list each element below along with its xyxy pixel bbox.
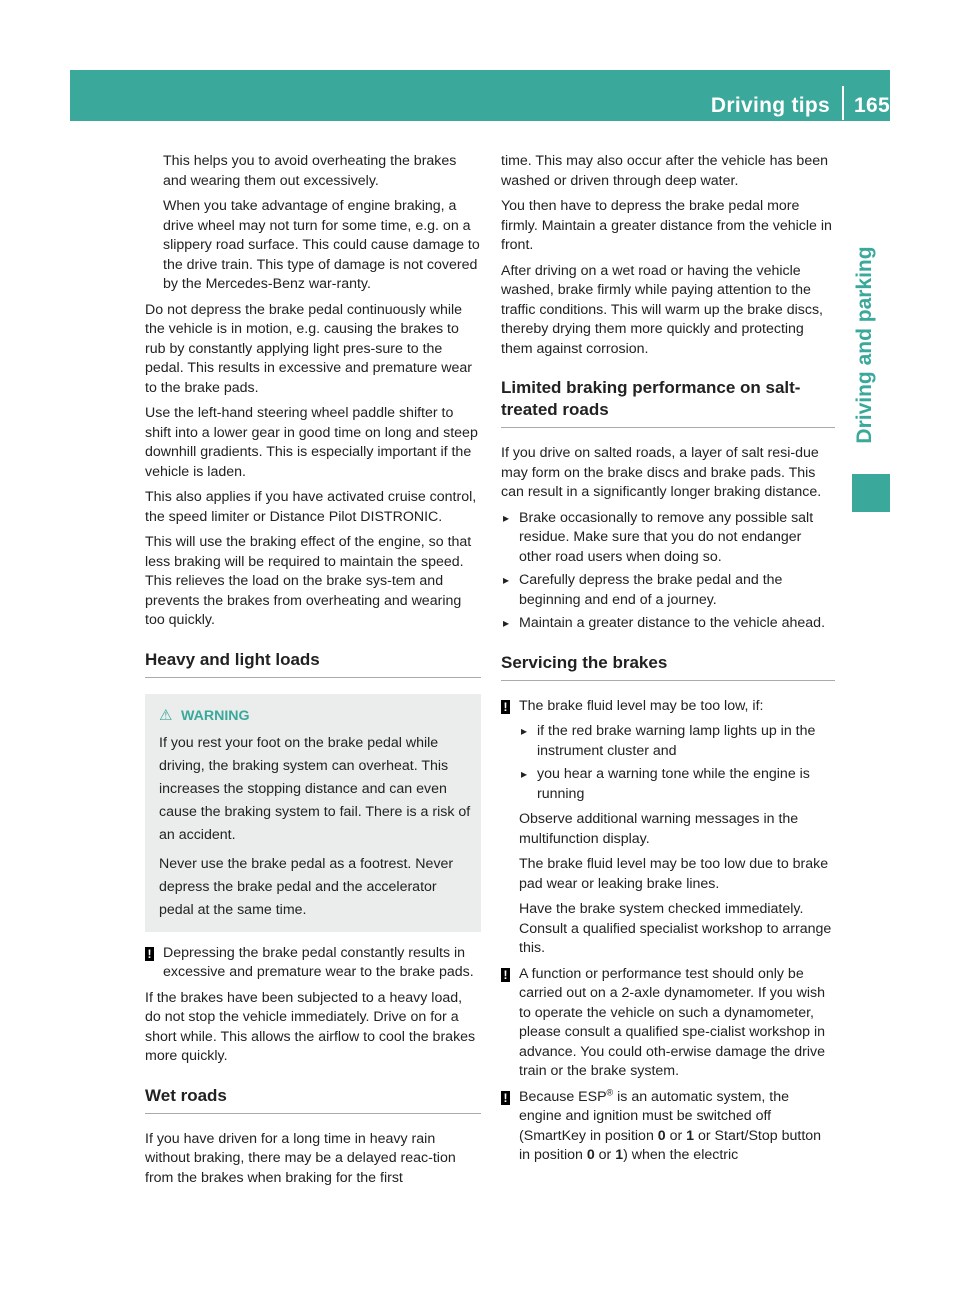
text-run: or bbox=[594, 1147, 616, 1163]
list-item: ▸ you hear a warning tone while the engine is running bbox=[519, 765, 835, 804]
running-header bbox=[711, 86, 890, 120]
text-run: ) when the electric bbox=[623, 1147, 739, 1163]
chapter-marker bbox=[852, 474, 890, 512]
note-text: A function or performance test should only be carried out on a 2-axle dynamometer. If you wish to operate the vehicle on such a dynamometer, please consult a qualified spe-cialist workshop in advance. You could oth-erwise damage the drive train or the brake system. bbox=[519, 965, 826, 1079]
warning-triangle-icon: ⚠ bbox=[159, 706, 173, 724]
bullet-list bbox=[519, 722, 835, 804]
text-run: Because ESP bbox=[519, 1088, 607, 1105]
text-run: or Start/Stop button in position bbox=[519, 1127, 822, 1163]
note-text: The brake fluid level may be too low due to brake pad wear or leaking brake lines. bbox=[519, 856, 829, 892]
warning-label: WARNING bbox=[181, 707, 250, 724]
chapter-tab-label: Driving and parking bbox=[853, 246, 876, 444]
warning-text: If you rest your foot on the brake pedal while driving, the braking system can overheat. This increases the stopping distance and can even cause the braking system to fail. There is a risk of an accident. bbox=[159, 734, 471, 843]
paragraph: When you take advantage of engine braking, a drive wheel may not turn for some time, e.g. on a slippery road surface. This could cause damage to the drive train. This type of damage is not covered by the Mercedes-Benz war-ranty. bbox=[163, 198, 480, 292]
list-item: ▸ if the red brake warning lamp lights up in the instrument cluster and bbox=[519, 722, 835, 761]
paragraph: If you have driven for a long time in heavy rain without braking, there may be a delayed reac-tion from the brakes when braking for the first bbox=[145, 1130, 456, 1186]
paragraph: Do not depress the brake pedal continuously while the vehicle is in motion, e.g. causing the brakes to rub by constantly applying light pres-sure to the pedal. This results in excessive and premature wear to the brake pads. bbox=[145, 301, 472, 396]
paragraph: After driving on a wet road or having the vehicle washed, brake firmly while paying attention to the traffic conditions. This will warm up the brake discs, thereby drying them more quickly and protecting them against corrosion. bbox=[501, 262, 823, 357]
note bbox=[501, 965, 835, 1082]
paragraph: If the brakes have been subjected to a heavy load, do not stop the vehicle immediately. Drive on for a short while. This allows the airflow to cool the brakes more quickly. bbox=[145, 989, 476, 1064]
text-run: or bbox=[665, 1127, 687, 1144]
warning-text: Never use the brake pedal as a footrest. Never depress the brake pedal and the accelerator pedal at the same time. bbox=[159, 855, 454, 918]
exclamation-icon: ! bbox=[145, 947, 154, 961]
heading-wet-roads: Wet roads bbox=[145, 1085, 481, 1114]
exclamation-icon: ! bbox=[501, 1091, 510, 1105]
position-value: 1 bbox=[615, 1147, 624, 1163]
section-title: Driving tips bbox=[710, 94, 831, 117]
position-value: 0 bbox=[657, 1127, 666, 1144]
warning-title bbox=[159, 704, 473, 728]
list-item: ▸ Carefully depress the brake pedal and the beginning and end of a journey. bbox=[501, 571, 835, 610]
note-text bbox=[519, 1086, 822, 1164]
note bbox=[145, 944, 481, 983]
right-column bbox=[501, 152, 835, 1172]
paragraph: This also applies if you have activated cruise control, the speed limiter or Distance Pilot DISTRONIC. bbox=[145, 489, 477, 525]
registered-mark: ® bbox=[606, 1086, 614, 1097]
note bbox=[501, 1088, 835, 1166]
exclamation-icon: ! bbox=[501, 700, 510, 714]
paragraph: If you drive on salted roads, a layer of salt resi-due may form on the brake discs and brake pads. This can result in a significantly longer braking distance. bbox=[501, 445, 822, 500]
heading-salt-roads: Limited braking performance on salt-treated roads bbox=[501, 377, 835, 428]
exclamation-icon: ! bbox=[501, 968, 510, 982]
note-text: Have the brake system checked immediately. Consult a qualified specialist workshop to arrange this. bbox=[519, 901, 832, 956]
header-separator bbox=[842, 86, 844, 120]
page-number: 165 bbox=[854, 94, 890, 117]
paragraph: You then have to depress the brake pedal more firmly. Maintain a greater distance from the vehicle in front. bbox=[501, 198, 832, 253]
left-column bbox=[145, 152, 481, 1194]
list-item: ▸ Maintain a greater distance to the vehicle ahead. bbox=[501, 614, 835, 634]
bullet-list bbox=[501, 509, 835, 634]
warning-box bbox=[145, 694, 481, 932]
paragraph: This helps you to avoid overheating the brakes and wearing them out excessively. bbox=[163, 153, 457, 189]
note-text: Depressing the brake pedal constantly results in excessive and premature wear to the brake pads. bbox=[163, 944, 474, 980]
position-value: 1 bbox=[686, 1127, 695, 1144]
heading-servicing-brakes: Servicing the brakes bbox=[501, 652, 835, 681]
text-run: is an automatic system, the engine and ignition must be switched off (SmartKey in position bbox=[519, 1088, 790, 1144]
chapter-tab bbox=[845, 240, 885, 450]
note-text: The brake fluid level may be too low, if: bbox=[519, 697, 764, 714]
position-value: 0 bbox=[586, 1147, 595, 1163]
list-item: ▸ Brake occasionally to remove any possible salt residue. Make sure that you do not endanger other road users when doing so. bbox=[501, 509, 835, 568]
note-text: Observe additional warning messages in the multifunction display. bbox=[519, 811, 799, 847]
paragraph: Use the left-hand steering wheel paddle shifter to shift into a lower gear in good time on long and steep downhill gradients. This is especially important if the vehicle is laden. bbox=[145, 405, 478, 480]
paragraph: time. This may also occur after the vehicle has been washed or driven through deep water. bbox=[501, 153, 828, 189]
paragraph: This will use the braking effect of the engine, so that less braking will be required to maintain the speed. This relieves the load on the brake sys-tem and prevents the brakes from overheating and wearing too quickly. bbox=[145, 534, 472, 628]
heading-heavy-light-loads: Heavy and light loads bbox=[145, 649, 481, 678]
note bbox=[501, 697, 835, 959]
